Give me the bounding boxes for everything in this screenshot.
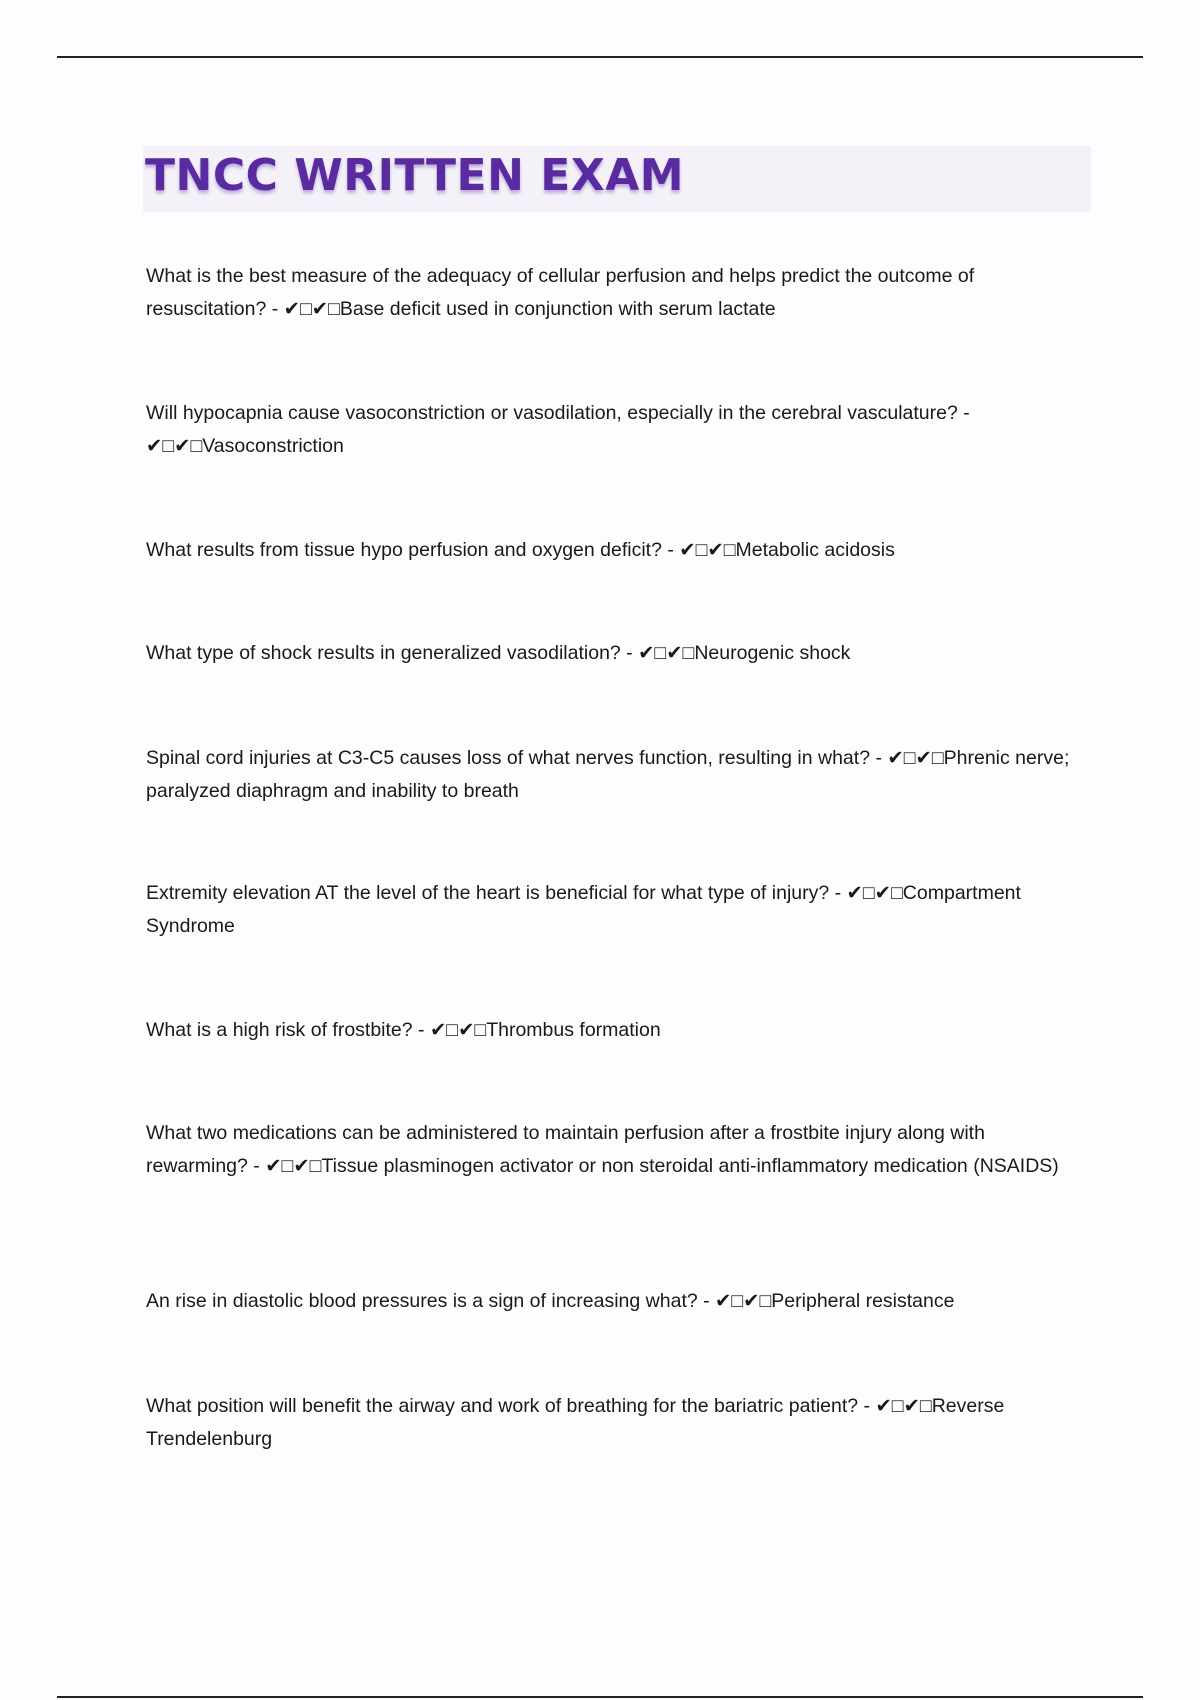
answer-text: Thrombus formation	[486, 1019, 661, 1041]
qa-item	[146, 742, 1086, 807]
question-text: What results from tissue hypo perfusion and oxygen deficit?	[146, 539, 662, 561]
answer-marker: - ✔□✔□	[858, 1395, 932, 1417]
answer-marker: - ✔□✔□	[870, 747, 944, 769]
question-text: An rise in diastolic blood pressures is a sign of increasing what?	[146, 1290, 698, 1312]
bottom-rule	[57, 1696, 1143, 1698]
answer-text: Vasoconstriction	[202, 434, 344, 457]
answer-marker: - ✔□✔□	[412, 1019, 487, 1041]
answer-text: Reverse Trendelenburg	[146, 1395, 1005, 1450]
answer-marker: - ✔□✔□	[266, 297, 340, 320]
qa-item	[146, 1117, 1086, 1182]
question-text: What is a high risk of frostbite?	[146, 1019, 413, 1041]
qa-item	[146, 1390, 1086, 1455]
question-text: What position will benefit the airway and work of breathing for the bariatric patient?	[146, 1395, 859, 1417]
answer-marker: - ✔□✔□	[829, 882, 903, 904]
qa-item	[146, 1285, 1086, 1318]
question-text: What two medications can be administered to maintain perfusion after a frostbite injury along with rewarming?	[146, 1122, 985, 1177]
answer-text: Phrenic nerve; paralyzed diaphragm and inability to breath	[146, 747, 1070, 802]
top-rule	[57, 56, 1143, 58]
qa-item	[146, 877, 1086, 942]
answer-marker: - ✔□✔□	[146, 402, 970, 457]
qa-item	[146, 260, 1086, 325]
question-text: Spinal cord injuries at C3-C5 causes loss of what nerves function, resulting in what?	[146, 747, 871, 769]
answer-text: Compartment Syndrome	[146, 882, 1021, 937]
answer-text: Metabolic acidosis	[735, 539, 895, 561]
answer-text: Neurogenic shock	[694, 642, 851, 664]
answer-text: Peripheral resistance	[771, 1290, 955, 1312]
qa-item	[146, 1014, 1086, 1047]
answer-text: Tissue plasminogen activator or non steroidal anti-inflammatory medication (NSAIDS)	[321, 1154, 1059, 1177]
qa-item	[146, 534, 1086, 567]
question-text: Will hypocapnia cause vasoconstriction or vasodilation, especially in the cerebral vasculature?	[146, 402, 958, 424]
answer-marker: - ✔□✔□	[661, 539, 736, 561]
qa-item	[146, 397, 1086, 462]
answer-marker: - ✔□✔□	[697, 1290, 772, 1312]
answer-marker: - ✔□✔□	[247, 1154, 322, 1177]
document-title: TNCC WRITTEN EXAM	[145, 150, 685, 201]
question-text: Extremity elevation AT the level of the heart is beneficial for what type of injury?	[146, 882, 830, 904]
question-text: What type of shock results in generalized vasodilation?	[146, 642, 621, 664]
answer-marker: - ✔□✔□	[620, 642, 695, 664]
qa-item	[146, 637, 1086, 670]
answer-text: Base deficit used in conjunction with serum lactate	[339, 297, 776, 320]
question-text: What is the best measure of the adequacy of cellular perfusion and helps predict the outcome of resuscitation?	[146, 265, 975, 320]
